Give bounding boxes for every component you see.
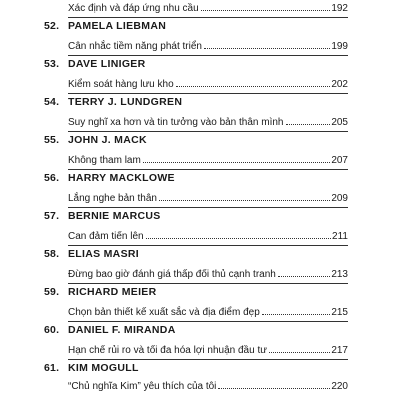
toc-entry-name: TERRY J. LUNDGREN [68,96,183,108]
toc-page-number: 205 [331,117,348,128]
dot-leader [146,238,331,239]
toc-subline [68,228,348,242]
toc-subline [68,76,348,90]
toc-subline [68,152,348,166]
toc-entry-name: RICHARD MEIER [68,286,157,298]
toc-subline [68,38,348,52]
toc-entry-description: Hạn chế rủi ro và tối đa hóa lợi nhuận đầu tư [68,345,267,356]
toc-entry [0,172,400,210]
dot-leader [143,162,330,163]
toc-page-number: 209 [331,193,348,204]
dot-leader [218,388,330,389]
toc-entry-name: BERNIE MARCUS [68,210,161,222]
entry-underline [68,55,348,56]
toc-entry-number: 61. [44,362,60,374]
toc-entry [0,96,400,134]
toc-entry-name: DAVE LINIGER [68,58,146,70]
toc-subline [68,342,348,356]
toc-page-number: 199 [331,41,348,52]
entry-underline [68,17,348,18]
toc-entry [0,324,400,362]
toc-subline [68,0,348,14]
entry-underline [68,131,348,132]
dot-leader [201,10,331,11]
toc-entry-description: Lắng nghe bản thân [68,193,157,204]
toc-entry-name: DANIEL F. MIRANDA [68,324,176,336]
entry-underline [68,207,348,208]
toc-entry-description: “Chủ nghĩa Kim” yêu thích của tôi [68,381,217,392]
entry-underline [68,245,348,246]
dot-leader [176,86,331,87]
toc-page-number: 213 [331,269,348,280]
toc-subline [68,378,348,392]
toc-entry-description: Cân nhắc tiềm năng phát triển [68,41,202,52]
dot-leader [204,48,330,49]
toc-entry-number: 56. [44,172,60,184]
toc-entry-number: 52. [44,20,60,32]
toc-page-number: 215 [331,307,348,318]
toc-subline [68,266,348,280]
entry-underline [68,321,348,322]
toc-page-number: 220 [331,381,348,392]
toc-page-number: 192 [331,3,348,14]
toc-page-number: 207 [331,155,348,166]
toc-subline [68,304,348,318]
toc-entry-description: Xác định và đáp ứng nhu cầu [68,3,199,14]
toc-entry [0,210,400,248]
toc-entry-name: ELIAS MASRI [68,248,139,260]
toc-page-number: 217 [331,345,348,356]
toc-entry [0,20,400,58]
toc-page-number: 202 [331,79,348,90]
toc-entry-name: PAMELA LIEBMAN [68,20,167,32]
dot-leader [262,314,331,315]
dot-leader [269,352,330,353]
toc-entry-number: 57. [44,210,60,222]
toc-entry-description: Chọn bản thiết kế xuất sắc và địa điểm đẹp [68,307,260,318]
toc-entry-name: HARRY MACKLOWE [68,172,175,184]
dot-leader [286,124,331,125]
toc-entry [0,134,400,172]
toc-entry [0,362,400,400]
toc-entry [0,286,400,324]
toc-entry-number: 58. [44,248,60,260]
toc-entry-description: Không tham lam [68,155,141,166]
entry-underline [68,93,348,94]
dot-leader [278,276,330,277]
toc-entry-number: 60. [44,324,60,336]
toc-entry-number: 55. [44,134,60,146]
toc-entry [0,0,400,20]
toc-entry-number: 59. [44,286,60,298]
entry-underline [68,169,348,170]
toc-entry-description: Suy nghĩ xa hơn và tin tưởng vào bản thân mình [68,117,284,128]
toc-entry-number: 53. [44,58,60,70]
toc-entry [0,58,400,96]
entry-underline [68,283,348,284]
toc-entry [0,248,400,286]
toc-entry-description: Kiểm soát hàng lưu kho [68,79,174,90]
toc-subline [68,190,348,204]
toc-entry-name: JOHN J. MACK [68,134,147,146]
toc-subline [68,114,348,128]
entry-underline [68,359,348,360]
toc-entry-number: 54. [44,96,60,108]
toc-entry-description: Can đảm tiến lên [68,231,144,242]
toc-entry-description: Đừng bao giờ đánh giá thấp đối thủ cạnh tranh [68,269,276,280]
dot-leader [159,200,330,201]
toc-page-number: 211 [332,231,348,242]
toc-entry-name: KIM MOGULL [68,362,139,374]
